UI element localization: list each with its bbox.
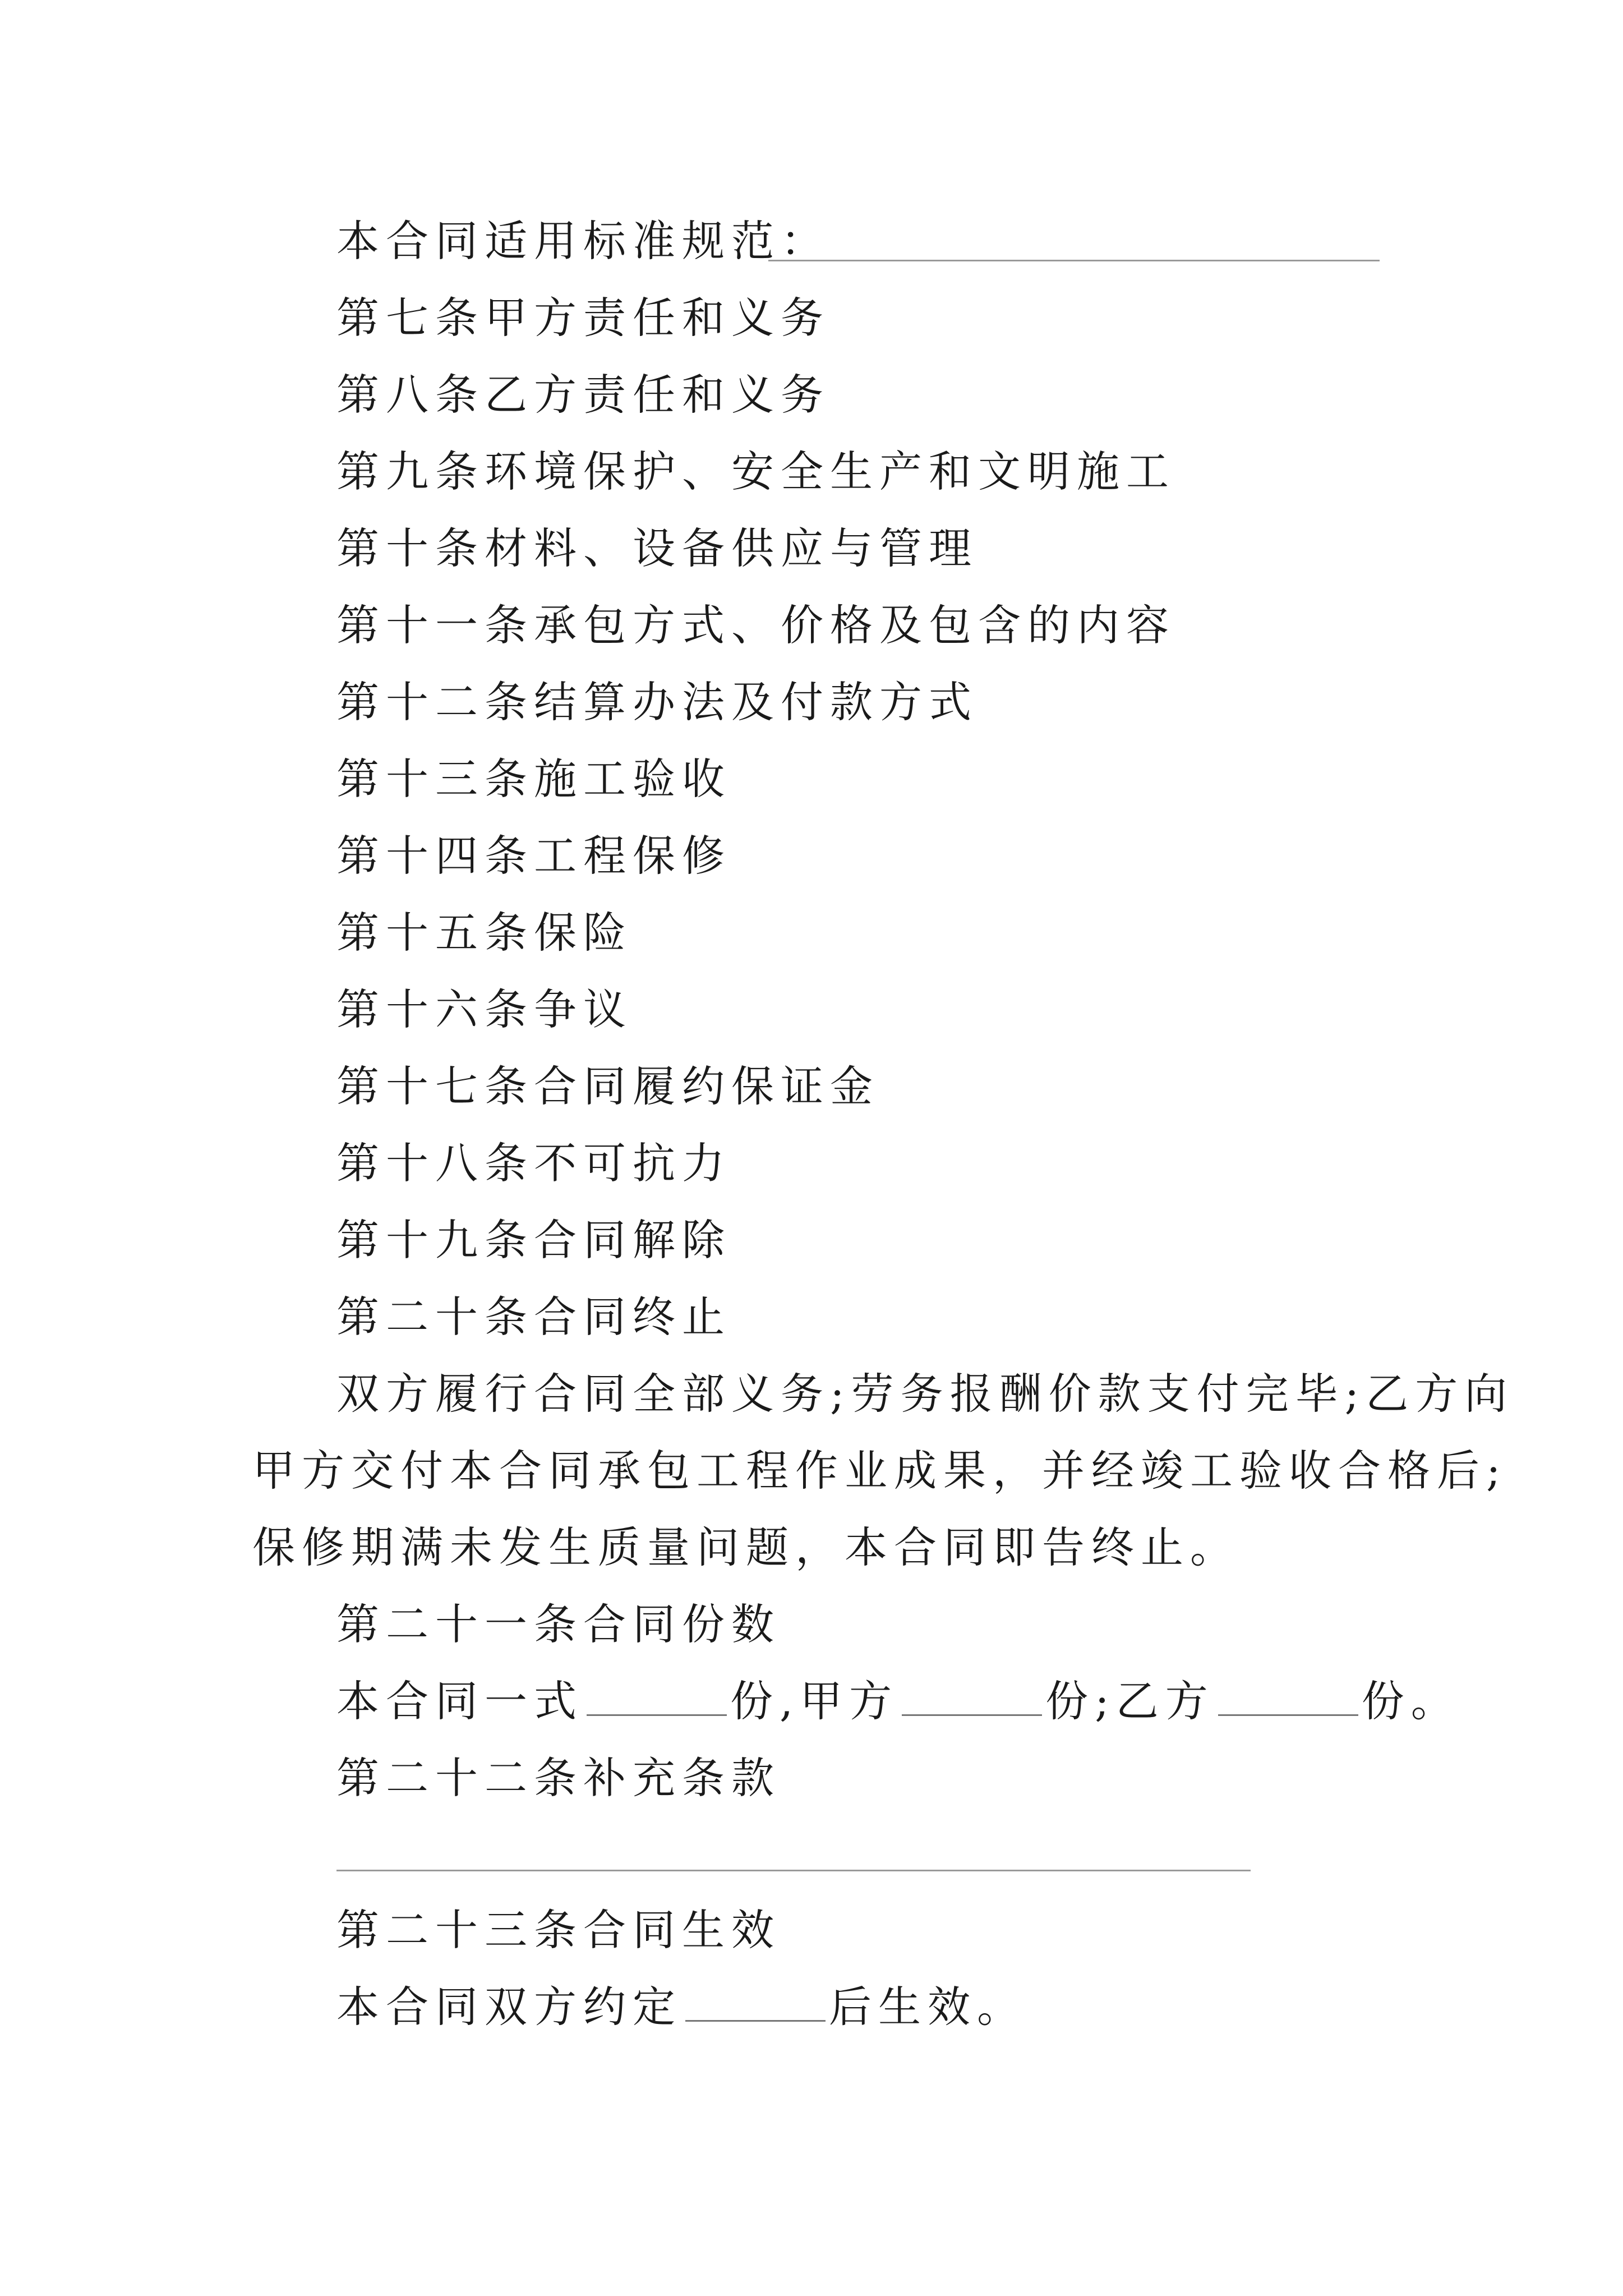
copies-text-2: 份,甲方	[730, 1676, 899, 1726]
article-19: 第十九条合同解除	[336, 1215, 731, 1265]
article-13: 第十三条施工验收	[336, 754, 731, 804]
article-20: 第二十条合同终止	[336, 1292, 731, 1342]
article-11: 第十一条承包方式、价格及包含的内容	[336, 600, 1175, 650]
termination-paragraph-line-2: 甲方交付本合同承包工程作业成果，并经竣工验收合格后;	[252, 1446, 1507, 1496]
article-16: 第十六条争议	[336, 984, 633, 1034]
copies-line	[336, 1676, 1460, 1727]
copies-total-blank	[587, 1680, 727, 1716]
article-7: 第七条甲方责任和义务	[336, 293, 830, 343]
termination-paragraph-line-3: 保修期满未发生质量问题，本合同即告终止。	[252, 1522, 1239, 1572]
standards-label: 本合同适用标准规范：	[336, 216, 830, 266]
article-8: 第八条乙方责任和义务	[336, 370, 830, 420]
article-21-heading: 第二十一条合同份数	[336, 1599, 781, 1649]
effective-line	[336, 1982, 1026, 2032]
article-9: 第九条环境保护、安全生产和文明施工	[336, 447, 1175, 496]
copies-party-a-blank	[902, 1680, 1042, 1716]
article-22-heading: 第二十二条补充条款	[336, 1753, 781, 1803]
article-14: 第十四条工程保修	[336, 831, 731, 881]
article-10: 第十条材料、设备供应与管理	[336, 523, 978, 573]
copies-party-b-blank	[1218, 1680, 1358, 1716]
termination-paragraph-line-1: 双方履行合同全部义务;劳务报酬价款支付完毕;乙方向	[336, 1369, 1514, 1419]
article-17: 第十七条合同履约保证金	[336, 1061, 879, 1111]
supplement-blank-rule	[336, 1870, 1251, 1871]
effective-text-1: 本合同双方约定	[336, 1982, 682, 2032]
article-18: 第十八条不可抗力	[336, 1138, 731, 1188]
effective-text-2: 后生效。	[829, 1982, 1026, 2032]
article-12: 第十二条结算办法及付款方式	[336, 677, 978, 727]
article-15: 第十五条保险	[336, 908, 633, 958]
effective-condition-blank	[685, 1985, 826, 2022]
article-23-heading: 第二十三条合同生效	[336, 1905, 781, 1955]
standards-line	[336, 216, 830, 266]
standards-blank-rule	[768, 260, 1380, 261]
copies-text-3: 份;乙方	[1045, 1676, 1215, 1726]
copies-text-1: 本合同一式	[336, 1676, 583, 1726]
copies-text-4: 份。	[1361, 1676, 1460, 1726]
